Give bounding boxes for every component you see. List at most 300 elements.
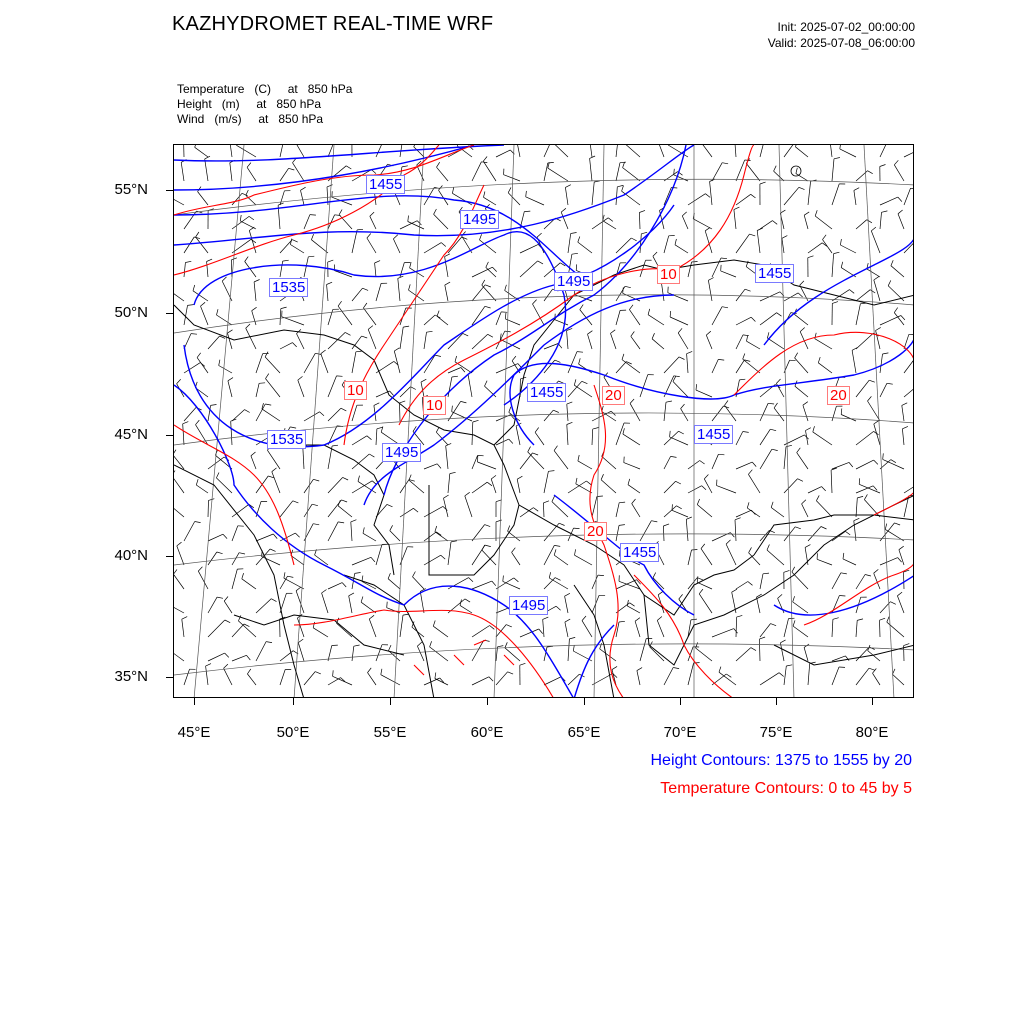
wind-barb [544, 410, 553, 421]
wind-barb-feather [403, 614, 409, 615]
wind-barb [520, 629, 539, 637]
wind-barb [701, 549, 712, 565]
wind-barb-feather [247, 655, 251, 660]
wind-barb-feather [674, 376, 680, 377]
wind-barb [793, 602, 808, 613]
valid-time: Valid: 2025-07-08_06:00:00 [767, 36, 915, 50]
wind-barb-feather [482, 280, 485, 285]
wind-barb-feather [653, 573, 656, 578]
wind-barb-feather [315, 672, 321, 674]
wind-barb [184, 522, 195, 542]
wind-barb-feather [358, 476, 360, 482]
wind-barb-feather [874, 421, 879, 424]
lat-tick [166, 677, 173, 678]
lon-label-50: 50°E [276, 724, 310, 741]
wind-barb [208, 552, 217, 565]
wind-barb [856, 668, 869, 685]
wind-barb [592, 497, 597, 518]
wind-barb [648, 315, 664, 325]
wind-barb [491, 479, 496, 493]
wind-barb-feather [245, 257, 249, 262]
wind-barb [623, 434, 640, 445]
wind-barb [616, 238, 631, 253]
wind-barb-feather [628, 479, 630, 485]
wind-barb [588, 334, 593, 349]
wind-barb [196, 485, 208, 493]
wind-barb [894, 313, 904, 325]
lon-tick [194, 698, 195, 705]
wind-barb [446, 446, 448, 469]
wind-barb-feather [818, 357, 820, 363]
wind-barb-feather [763, 573, 769, 574]
wind-barb [196, 237, 208, 253]
wind-barb-feather [368, 668, 372, 673]
wind-barb [246, 328, 256, 349]
wind-barb [174, 506, 184, 517]
wind-barb-feather [430, 641, 432, 647]
wind-barb-feather [696, 384, 697, 390]
wind-barb-feather [802, 500, 806, 504]
wind-barb-feather [840, 145, 841, 149]
wind-barb [301, 190, 305, 205]
wind-barb-feather [216, 473, 219, 478]
wind-barb [472, 334, 488, 349]
wind-barb-feather [543, 501, 549, 503]
wind-barb [852, 350, 856, 373]
wind-barb-feather [206, 664, 211, 667]
wind-barb-feather [834, 252, 840, 253]
wind-barb [328, 583, 342, 589]
wind-barb [841, 415, 856, 422]
wind-barb-feather [676, 481, 681, 484]
wind-barb-feather [734, 207, 740, 210]
wind-barb [437, 316, 448, 325]
wind-barb [328, 477, 343, 493]
wind-barb [815, 339, 832, 349]
wind-barb-feather [437, 311, 439, 317]
wind-barb [697, 582, 712, 589]
wind-barb [543, 619, 544, 637]
wind-barb [280, 240, 292, 253]
wind-barb [376, 544, 382, 565]
lon-tick [390, 698, 391, 705]
wind-barb-feather [797, 448, 801, 453]
wind-barb [293, 145, 304, 157]
wind-barb [554, 451, 568, 469]
wind-barb [424, 532, 436, 541]
wind-barb-feather [795, 353, 798, 358]
wind-barb [400, 508, 413, 517]
wind-barb-feather [351, 520, 357, 522]
wind-barb-feather [576, 264, 577, 270]
wind-barb [448, 542, 451, 565]
wind-barb [409, 480, 424, 493]
wind-barb-feather [185, 261, 191, 262]
wind-barb [721, 271, 736, 277]
wind-barb [717, 486, 736, 493]
wind-barb-feather [492, 581, 496, 586]
wind-barb-feather [832, 302, 838, 304]
wind-barb-feather [313, 479, 319, 481]
wind-barb-feather [480, 234, 482, 240]
wind-barb-feather [177, 542, 182, 546]
wind-barb [784, 666, 786, 685]
wind-barb-feather [870, 290, 875, 293]
wind-barb-feather [509, 407, 511, 413]
wind-barb [712, 359, 718, 373]
wind-barb [616, 145, 618, 157]
height-label-1455-east: 1455 [755, 264, 794, 283]
wind-barb [368, 329, 376, 349]
wind-barb [293, 163, 305, 181]
station-marker-icon [791, 166, 801, 176]
wind-barb [904, 188, 911, 205]
wind-barb [517, 479, 520, 493]
wind-barb [516, 145, 520, 157]
wind-barb-feather [771, 624, 777, 626]
wind-barb [832, 406, 836, 421]
wind-barb-feather [505, 285, 507, 291]
wind-barb-feather [195, 522, 201, 523]
wind-barb-feather [854, 518, 860, 520]
wind-barb-feather [315, 353, 321, 354]
wind-barb-feather [839, 596, 845, 597]
wind-barb-feather [311, 234, 313, 240]
wind-barb [338, 306, 352, 325]
wind-barb-feather [559, 523, 565, 525]
wind-barb-feather [704, 475, 708, 479]
wind-barb-feather [706, 331, 711, 335]
wind-barb [793, 626, 808, 637]
wind-barb [217, 315, 233, 325]
wind-barb-feather [268, 476, 274, 478]
wind-barb [208, 336, 220, 349]
wind-barb [640, 375, 648, 397]
wind-barb-feather [371, 557, 375, 562]
wind-barb [687, 354, 688, 373]
wind-barb [526, 197, 544, 205]
wind-barb [784, 447, 786, 469]
wind-barb-feather [601, 474, 603, 480]
wind-barb [622, 360, 640, 373]
wind-barb-feather [612, 666, 617, 669]
wind-barb-feather [600, 643, 602, 649]
wind-barb [864, 500, 880, 517]
wind-barb [544, 545, 554, 565]
wind-barb-feather [873, 486, 877, 491]
wind-barb [535, 432, 544, 445]
wind-barb [420, 591, 424, 613]
height-contours [174, 145, 914, 698]
wind-barb-feather [670, 311, 671, 317]
wind-barb [736, 462, 752, 469]
wind-barb-feather [658, 591, 663, 595]
wind-barb [760, 403, 768, 421]
wind-barb-feather [244, 624, 249, 627]
wind-barb-feather [435, 673, 436, 679]
wind-barb [808, 527, 821, 542]
wind-barb-feather [808, 256, 814, 258]
wind-barb-feather [666, 401, 672, 402]
wind-barb-feather [301, 187, 306, 190]
wind-barb-feather [653, 252, 657, 256]
wind-barb [688, 194, 705, 205]
wind-barb [639, 213, 640, 230]
wind-barb [854, 190, 856, 205]
wind-barb [472, 677, 489, 685]
wind-barb [734, 210, 736, 229]
wind-barb-feather [512, 356, 516, 361]
wind-barb [582, 621, 592, 637]
wind-barb-feather [823, 235, 827, 240]
wind-barb [398, 278, 400, 301]
wind-barb-feather [370, 212, 374, 216]
wind-barb-feather [663, 524, 669, 526]
wind-barb [652, 339, 664, 349]
wind-barb-feather [437, 162, 440, 167]
wind-barb-feather [598, 575, 604, 576]
wind-barb-feather [209, 499, 215, 501]
wind-barb-feather [228, 378, 233, 381]
wind-barb [231, 260, 232, 277]
wind-barb [472, 455, 478, 469]
height-label-1535-west: 1535 [269, 278, 308, 297]
wind-barb-feather [795, 527, 801, 529]
wind-barb [688, 663, 694, 685]
wind-barb [448, 377, 452, 397]
wind-barb-feather [341, 408, 346, 411]
wind-barb-feather [485, 381, 488, 386]
wind-barb-feather [259, 383, 265, 384]
wind-barb [699, 594, 712, 613]
wind-barb [567, 404, 568, 421]
wind-barb-feather [196, 232, 199, 237]
wind-barb [482, 285, 496, 301]
wind-barb [735, 145, 736, 157]
wind-barb-feather [798, 293, 803, 297]
wind-barb [368, 673, 377, 685]
wind-barb [445, 285, 448, 301]
wind-barb [887, 622, 904, 637]
wind-barb [434, 214, 448, 229]
wind-barb-feather [327, 282, 333, 284]
wind-barb-feather [393, 235, 397, 239]
wind-barb-feather [768, 403, 774, 404]
temp-label-10-center: 10 [423, 396, 446, 415]
wind-barb [328, 522, 338, 541]
wind-barb-feather [692, 262, 698, 263]
wind-barb-feather [617, 185, 623, 186]
wind-barb-feather [548, 162, 554, 163]
wind-barb-feather [639, 210, 645, 212]
wind-barb-feather [701, 544, 705, 549]
wind-barb [198, 571, 208, 589]
wind-barb-feather [841, 573, 847, 574]
wind-barb-feather [578, 455, 579, 461]
wind-barb [832, 619, 833, 637]
wind-barb-feather [565, 185, 570, 188]
wind-barb [782, 238, 784, 253]
temp-label-20-south: 20 [584, 522, 607, 541]
wind-barb [298, 380, 304, 397]
wind-barb [381, 675, 400, 685]
map-canvas [174, 145, 914, 698]
wind-barb-feather [898, 210, 903, 214]
height-contour-legend: Height Contours: 1375 to 1555 by 20 [650, 752, 912, 769]
wind-barb-feather [191, 334, 197, 335]
wind-barb-feather [451, 541, 457, 542]
wind-barb-feather [774, 403, 777, 408]
wind-barb [856, 290, 870, 301]
wind-barb [747, 508, 760, 517]
wind-barb-feather [868, 171, 873, 174]
wind-barb [567, 331, 568, 349]
wind-barb [565, 622, 568, 637]
wind-barb [208, 534, 223, 541]
wind-barb [840, 149, 856, 157]
wind-barb [616, 163, 620, 181]
wind-barb [376, 645, 382, 661]
wind-barb [856, 498, 857, 517]
wind-barb [352, 557, 371, 565]
temp-label-20-center: 20 [602, 386, 625, 405]
wind-barb-feather [888, 280, 891, 285]
wind-barb-feather [444, 495, 449, 498]
wind-barb-feather [869, 668, 875, 670]
wind-barb-feather [682, 212, 686, 216]
wind-barb [551, 145, 568, 157]
wind-barb [736, 432, 743, 446]
wind-barb-feather [681, 404, 685, 409]
wind-barb [424, 678, 440, 685]
wind-barb-feather [435, 355, 441, 356]
wind-barb-feather [737, 615, 743, 617]
wind-barb [232, 553, 239, 565]
wind-barb [370, 216, 376, 229]
wind-barb [592, 218, 608, 229]
wind-barb [400, 403, 401, 421]
wind-barb [859, 484, 880, 493]
wind-barb-feather [548, 471, 554, 472]
wind-barb [280, 343, 293, 349]
wind-barb-feather [565, 593, 570, 596]
wind-barb-feather [543, 617, 549, 619]
wind-barb [184, 669, 190, 685]
wind-barb [808, 487, 822, 493]
wind-barb-feather [452, 188, 453, 194]
wind-barb [843, 559, 856, 565]
wind-barb-feather [796, 168, 797, 174]
wind-barb-feather [873, 669, 877, 674]
wind-barb [238, 621, 256, 637]
wind-barb [804, 647, 808, 661]
wind-barb-feather [389, 645, 392, 651]
wind-barb-feather [641, 232, 647, 234]
height-label-1455-balkhash: 1455 [694, 425, 733, 444]
wind-barb [600, 649, 616, 661]
wind-barb-feather [778, 594, 783, 598]
wind-barb [760, 449, 772, 469]
wind-barb [430, 647, 448, 661]
wind-barb-feather [465, 492, 470, 496]
wind-barb [376, 429, 377, 445]
wind-barb-feather [369, 615, 374, 619]
wind-barb [393, 239, 400, 253]
wind-barb [485, 386, 497, 397]
wind-barb-feather [313, 524, 319, 525]
wind-barb-feather [784, 570, 790, 572]
wind-barb-feather [747, 502, 749, 508]
wind-barb-feather [491, 475, 496, 479]
wind-barb [445, 257, 448, 277]
wind-barb [663, 526, 664, 541]
wind-barb [832, 573, 841, 589]
wind-barb-feather [657, 617, 662, 621]
wind-barb [808, 664, 810, 686]
lon-label-55: 55°E [373, 724, 407, 741]
wind-barb [673, 382, 688, 398]
wind-barb [184, 407, 196, 421]
wind-barb-feather [708, 278, 713, 281]
wind-barb-feather [224, 664, 228, 668]
wind-barb [414, 147, 424, 157]
wind-barb [698, 145, 712, 157]
wind-barb-feather [355, 573, 361, 574]
wind-barb-feather [528, 447, 531, 452]
wind-barb-feather [367, 436, 372, 440]
wind-barb [417, 646, 424, 661]
wind-barb-feather [537, 233, 542, 237]
wind-barb [736, 234, 750, 253]
wind-barb [184, 363, 200, 373]
wind-barb-feather [266, 642, 272, 643]
wind-barb-feather [251, 452, 256, 456]
wind-barb-feather [441, 555, 445, 559]
wind-barb [760, 145, 765, 157]
wind-barb-feather [751, 194, 756, 198]
wind-barb [627, 606, 640, 613]
wind-barb-feather [864, 494, 867, 499]
wind-barb-feather [242, 573, 244, 579]
wind-barb [280, 309, 281, 325]
wind-barb-feather [822, 487, 826, 491]
wind-barb [856, 431, 874, 445]
wind-barb-feather [357, 229, 363, 230]
wind-barb [592, 575, 598, 589]
wind-barb-feather [409, 284, 411, 290]
wind-barb [337, 623, 353, 637]
lon-tick [680, 698, 681, 705]
wind-barb [424, 332, 427, 349]
wind-barb [252, 311, 256, 325]
wind-barb-feather [271, 599, 276, 602]
wind-barb-feather [450, 472, 456, 473]
wind-barb-feather [800, 328, 805, 332]
wind-barb [688, 486, 702, 493]
wind-barb [808, 243, 822, 253]
wind-barb-feather [508, 526, 510, 532]
wind-barb-feather [265, 404, 271, 405]
wind-barb [472, 422, 473, 445]
temperature-contour-legend: Temperature Contours: 0 to 45 by 5 [660, 780, 912, 797]
wind-barb-feather [217, 552, 223, 554]
wind-barb-feather [239, 553, 245, 554]
wind-barb-feather [902, 426, 908, 428]
wind-barb-feather [338, 301, 342, 306]
wind-barb [304, 412, 320, 421]
wind-barb [280, 191, 284, 205]
wind-barb-feather [890, 602, 895, 605]
